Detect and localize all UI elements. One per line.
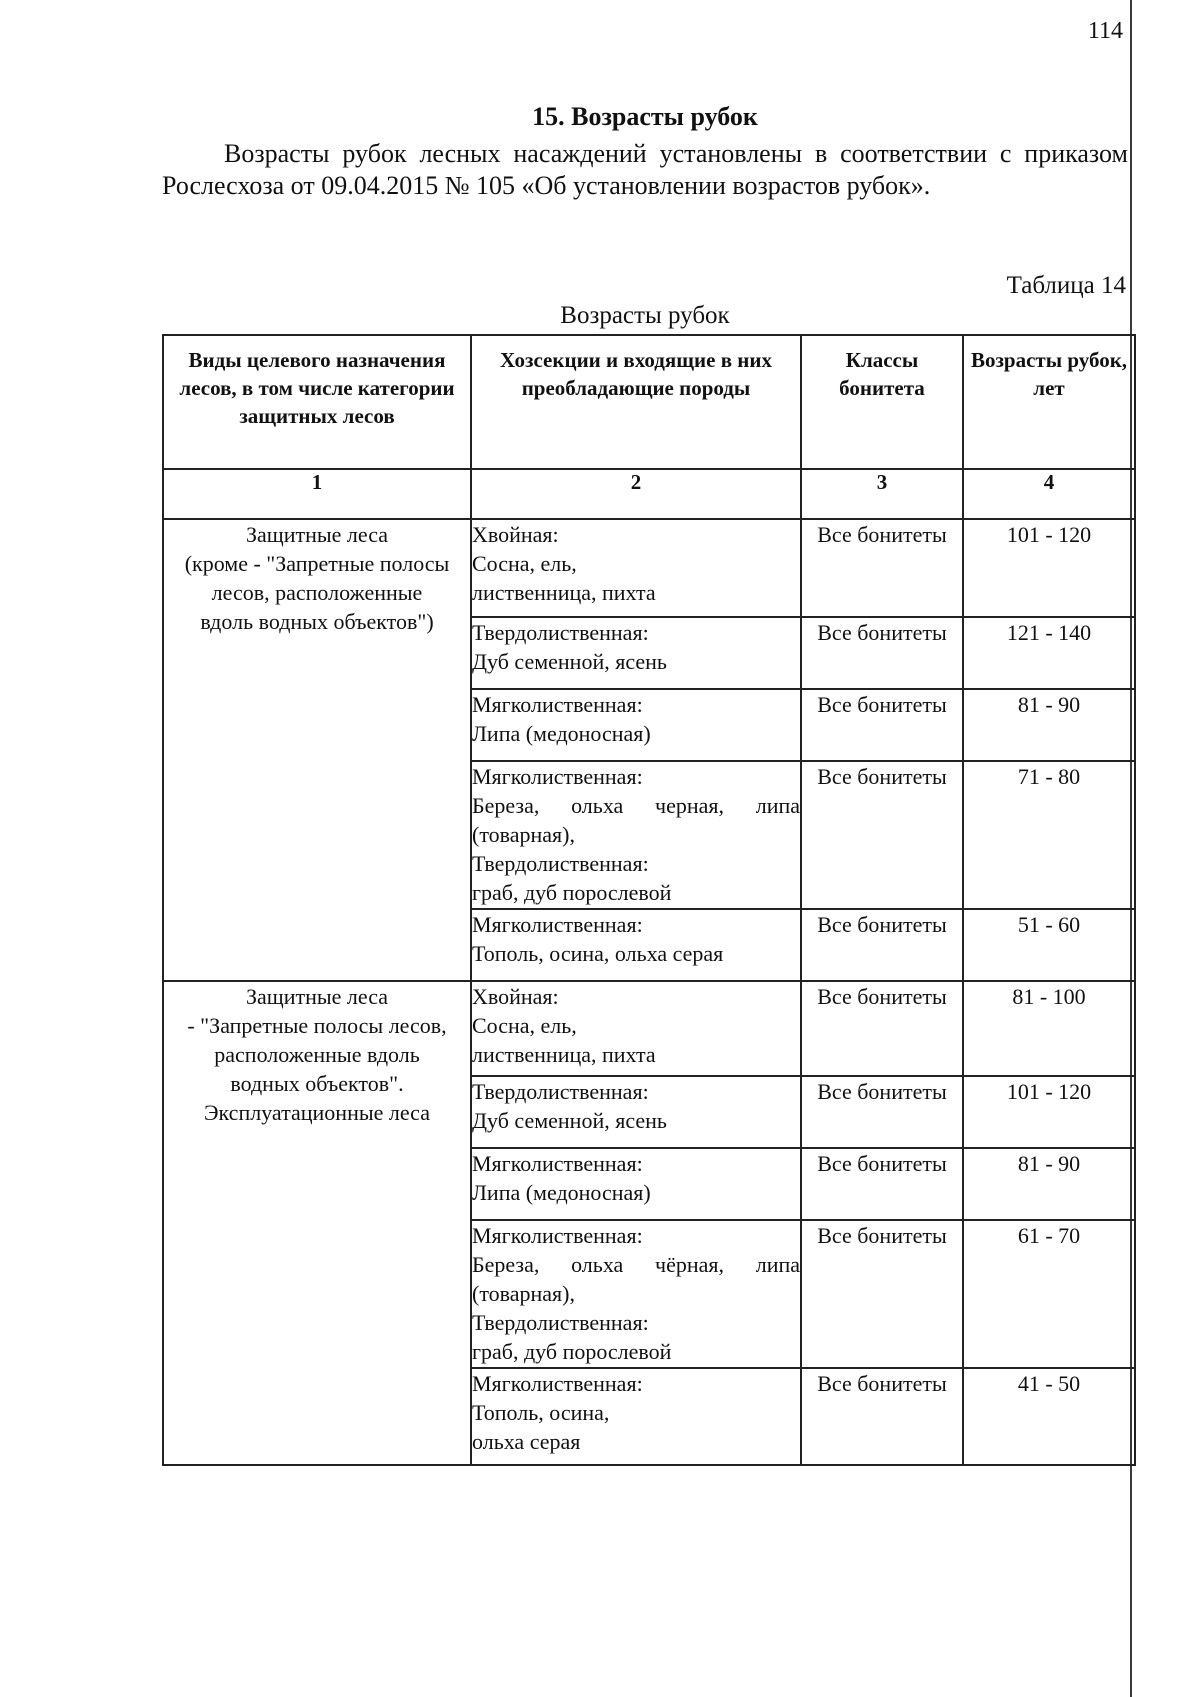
header-age: Возрасты рубок, лет (963, 335, 1135, 469)
species-line: граб, дуб порослевой (472, 880, 672, 905)
species-line: Береза, ольха чёрная, липа (472, 1252, 800, 1277)
forest-purpose-line: водных объектов". (230, 1071, 404, 1096)
species-cell (471, 1148, 801, 1220)
cutting-age-cell: 71 - 80 (963, 761, 1135, 909)
species-line: Мягколиственная: (472, 1151, 643, 1176)
species-line: Липа (медоносная) (472, 721, 651, 746)
bonitet-cell: Все бонитеты (801, 689, 963, 761)
species-line: Тополь, осина, ольха серая (472, 941, 724, 966)
cutting-age-cell: 61 - 70 (963, 1220, 1135, 1368)
species-line: Твердолиственная: (472, 851, 649, 876)
table-row (163, 981, 1135, 1076)
header-species: Хозсекции и входящие в них преобладающие породы (471, 335, 801, 469)
species-line: Береза, ольха черная, липа (472, 793, 800, 818)
bonitet-cell: Все бонитеты (801, 1368, 963, 1465)
species-cell (471, 909, 801, 981)
species-line: Хвойная: (472, 522, 559, 547)
column-number: 4 (963, 469, 1135, 519)
bonitet-cell: Все бонитеты (801, 617, 963, 689)
species-cell (471, 689, 801, 761)
table-body (163, 519, 1135, 1465)
forest-purpose-cell (163, 981, 471, 1465)
species-line: (товарная), (472, 822, 575, 847)
bonitet-cell: Все бонитеты (801, 1076, 963, 1148)
cutting-age-cell: 41 - 50 (963, 1368, 1135, 1465)
species-line: Твердолиственная: (472, 620, 649, 645)
species-line: граб, дуб порослевой (472, 1339, 672, 1364)
cutting-age-cell: 51 - 60 (963, 909, 1135, 981)
species-line: Твердолиственная: (472, 1310, 649, 1335)
species-cell (471, 617, 801, 689)
bonitet-cell: Все бонитеты (801, 519, 963, 617)
intro-paragraph: Возрасты рубок лесных насаждений установлены в соответствии с приказом Рослесхоза от 09.04.2015 № 105 «Об установлении возрастов рубок». (162, 139, 1128, 200)
table-row (163, 519, 1135, 617)
species-line: Мягколиственная: (472, 912, 643, 937)
species-line: Мягколиственная: (472, 764, 643, 789)
species-line: Сосна, ель, (472, 551, 577, 576)
species-line: Мягколиственная: (472, 1223, 643, 1248)
forest-purpose-line: расположенные вдоль (214, 1042, 420, 1067)
header-purpose: Виды целевого назначения лесов, в том числе категории защитных лесов (163, 335, 471, 469)
species-line: лиственница, пихта (472, 1042, 656, 1067)
species-line: Дуб семенной, ясень (472, 1108, 667, 1133)
species-line: Тополь, осина, (472, 1400, 610, 1425)
species-cell (471, 1220, 801, 1368)
cutting-age-cell: 81 - 90 (963, 689, 1135, 761)
species-line: Липа (медоносная) (472, 1180, 651, 1205)
forest-purpose-line: Эксплуатационные леса (204, 1100, 430, 1125)
species-line: Мягколиственная: (472, 692, 643, 717)
table-number: Таблица 14 (1006, 272, 1126, 299)
header-bonitet: Классы бонитета (801, 335, 963, 469)
bonitet-cell: Все бонитеты (801, 909, 963, 981)
forest-purpose-line: Защитные леса (245, 984, 389, 1009)
species-line: ольха серая (472, 1429, 581, 1454)
column-number: 2 (471, 469, 801, 519)
column-number-row (163, 469, 1135, 519)
forest-purpose-line: вдоль водных объектов") (200, 609, 434, 634)
species-cell (471, 1076, 801, 1148)
cutting-age-table (162, 334, 1136, 1466)
section-title: 15. Возрасты рубок (532, 102, 758, 131)
forest-purpose-line: - "Запретные полосы лесов, (187, 1013, 447, 1038)
column-number: 3 (801, 469, 963, 519)
species-line: Мягколиственная: (472, 1371, 643, 1396)
cutting-age-cell: 101 - 120 (963, 1076, 1135, 1148)
column-number: 1 (163, 469, 471, 519)
species-line: лиственница, пихта (472, 580, 656, 605)
cutting-age-cell: 121 - 140 (963, 617, 1135, 689)
bonitet-cell: Все бонитеты (801, 761, 963, 909)
species-cell (471, 1368, 801, 1465)
bonitet-cell: Все бонитеты (801, 981, 963, 1076)
species-line: Твердолиственная: (472, 1079, 649, 1104)
species-line: Сосна, ель, (472, 1013, 577, 1038)
forest-purpose-line: Защитные леса (245, 522, 389, 547)
cutting-age-cell: 81 - 90 (963, 1148, 1135, 1220)
forest-purpose-line: лесов, расположенные (211, 580, 423, 605)
cutting-age-cell: 101 - 120 (963, 519, 1135, 617)
species-line: (товарная), (472, 1281, 575, 1306)
bonitet-cell: Все бонитеты (801, 1220, 963, 1368)
table-caption: Возрасты рубок (560, 302, 730, 329)
species-line: Хвойная: (472, 984, 559, 1009)
header-row (163, 335, 1135, 469)
page-number: 114 (1087, 18, 1123, 44)
species-line: Дуб семенной, ясень (472, 649, 667, 674)
species-cell (471, 981, 801, 1076)
cutting-age-cell: 81 - 100 (963, 981, 1135, 1076)
species-cell (471, 761, 801, 909)
species-cell (471, 519, 801, 617)
forest-purpose-line: (кроме - "Запретные полосы (184, 551, 450, 576)
bonitet-cell: Все бонитеты (801, 1148, 963, 1220)
forest-purpose-cell (163, 519, 471, 981)
